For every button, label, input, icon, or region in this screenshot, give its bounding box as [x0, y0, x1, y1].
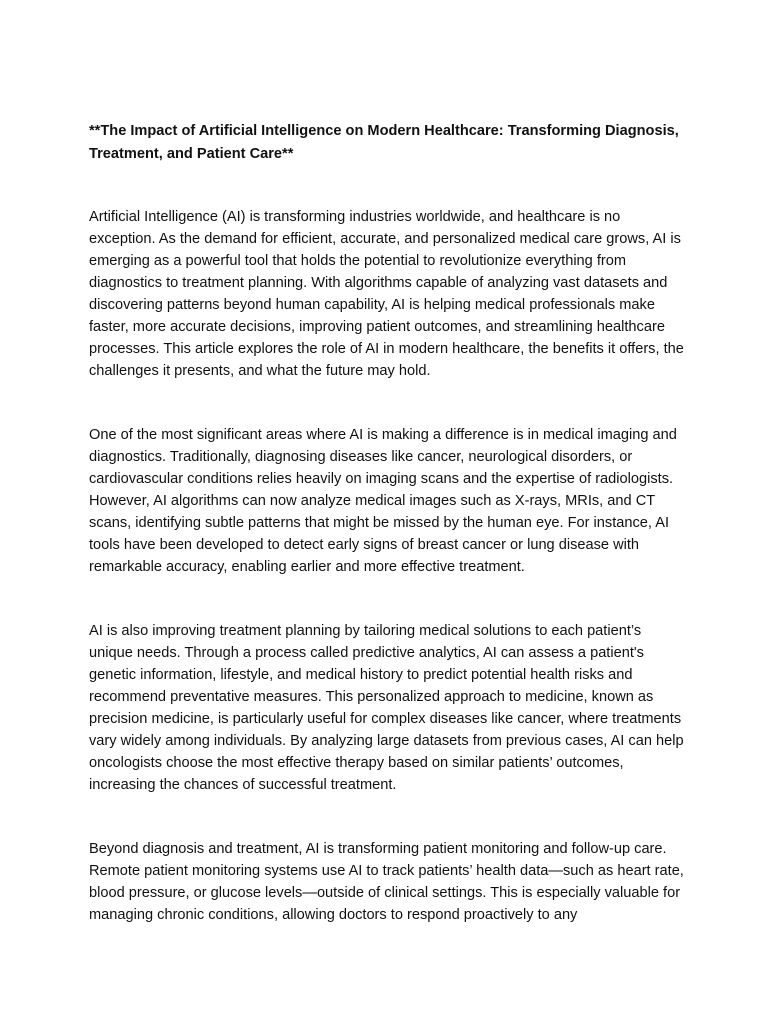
paragraph-patient-monitoring: Beyond diagnosis and treatment, AI is transforming patient monitoring and follow-up care. Remote patient monitoring systems use AI to track patients’ health data—such as heart rate, blood pressure, or glucose levels—outside of clinical settings. This is especially valuable for managing chronic conditions, allowing doctors to respond proactively to any: [89, 841, 684, 923]
document-body: [89, 120, 685, 926]
paragraph-imaging-diagnostics: One of the most significant areas where AI is making a difference is in medical imaging and diagnostics. Traditionally, diagnosing diseases like cancer, neurological disorders, or cardiovascular conditions relies heavily on imaging scans and the expertise of radiologists. However, AI algorithms can now analyze medical images such as X-rays, MRIs, and CT scans, identifying subtle patterns that might be missed by the human eye. For instance, AI tools have been developed to detect early signs of breast cancer or lung disease with remarkable accuracy, enabling earlier and more effective treatment.: [89, 427, 677, 575]
paragraph-introduction: Artificial Intelligence (AI) is transforming industries worldwide, and healthcare is no exception. As the demand for efficient, accurate, and personalized medical care grows, AI is emerging as a powerful tool that holds the potential to revolutionize everything from diagnostics to treatment planning. With algorithms capable of analyzing vast datasets and discovering patterns beyond human capability, AI is helping medical professionals make faster, more accurate decisions, improving patient outcomes, and streamlining healthcare processes. This article explores the role of AI in modern healthcare, the benefits it offers, the challenges it presents, and what the future may hold.: [89, 209, 684, 379]
document-title: **The Impact of Artificial Intelligence on Modern Healthcare: Transforming Diagnosis, Treatment, and Patient Care**: [89, 123, 679, 162]
paragraph-treatment-planning: AI is also improving treatment planning by tailoring medical solutions to each patient’s unique needs. Through a process called predictive analytics, AI can assess a patient's genetic information, lifestyle, and medical history to predict potential health risks and recommend preventative measures. This personalized approach to medicine, known as precision medicine, is particularly useful for complex diseases like cancer, where treatments vary widely among individuals. By analyzing large datasets from previous cases, AI can help oncologists choose the most effective therapy based on similar patients’ outcomes, increasing the chances of successful treatment.: [89, 623, 684, 793]
